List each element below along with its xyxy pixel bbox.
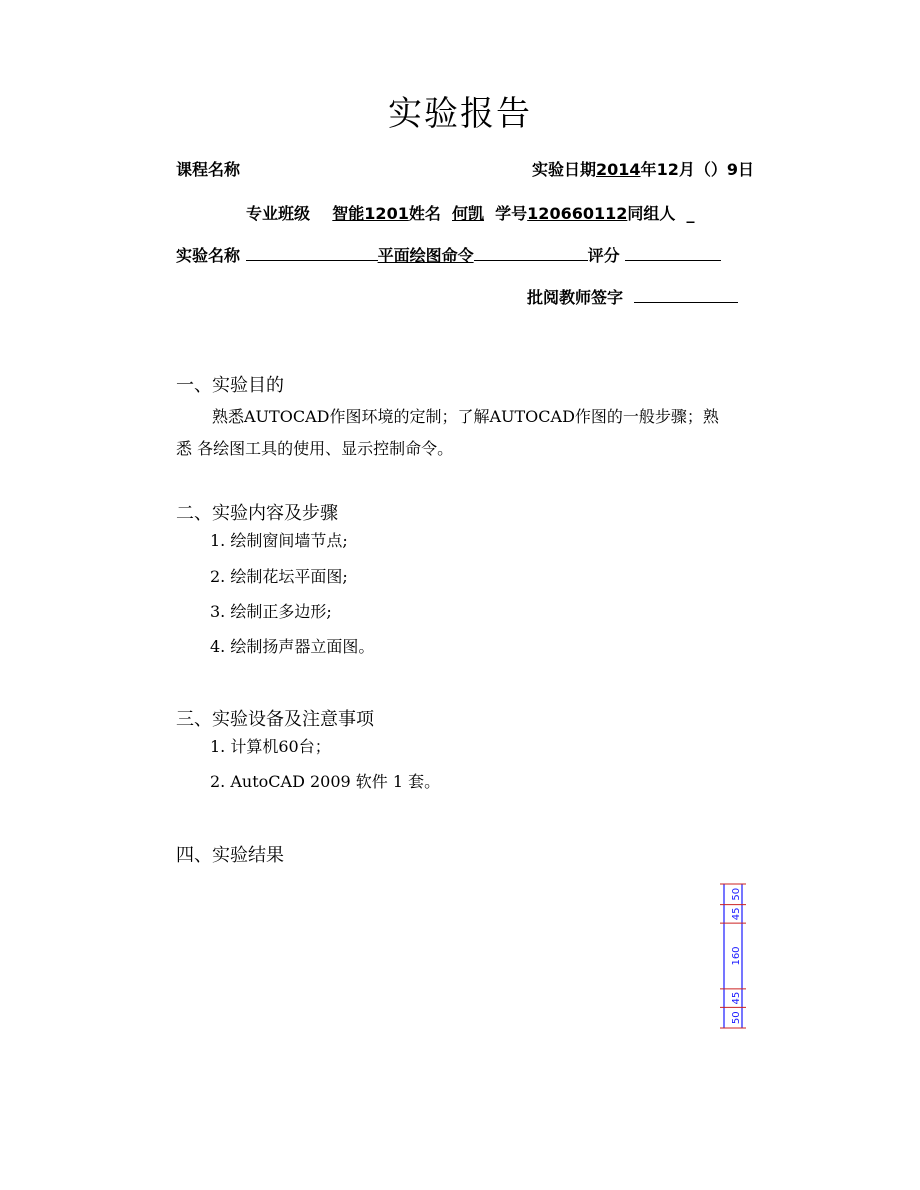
date-field [532, 157, 754, 180]
section-heading-2: 二、实验内容及步骤 [176, 503, 338, 524]
date-day-unit: 日 [738, 160, 755, 179]
section-2-item-4: 4. 绘制扬声器立面图。 [210, 637, 375, 656]
exp-name-blank-left [246, 246, 378, 261]
student-info-row [246, 201, 695, 224]
exp-name-row [176, 243, 721, 266]
date-month-unit: 月 [678, 160, 695, 179]
partner-value: _ [686, 204, 695, 223]
section-2-item-1: 1. 绘制窗间墙节点; [210, 531, 348, 550]
score-blank [625, 246, 721, 261]
id-label: 学号 [495, 204, 528, 223]
teacher-label: 批阅教师签字 [527, 288, 624, 307]
page-title: 实验报告 [388, 94, 532, 134]
section-heading-4: 四、实验结果 [176, 845, 284, 866]
dimension-label: 50 [731, 887, 742, 901]
cad-dimension-drawing [718, 880, 758, 1040]
dimension-label: 45 [731, 991, 742, 1005]
name-label: 姓名 [408, 204, 441, 223]
section-1-line-2: 悉 各绘图工具的使用、显示控制命令。 [176, 439, 454, 458]
exp-name-blank-right [474, 246, 588, 261]
section-3-item-2: 2. AutoCAD 2009 软件 1 套。 [210, 772, 441, 791]
id-value: 120660112 [527, 204, 628, 223]
dimension-label: 160 [731, 946, 742, 966]
dimension-label: 45 [731, 907, 742, 921]
section-3-item-1: 1. 计算机60台； [210, 737, 331, 756]
date-day: 9 [726, 160, 738, 179]
teacher-blank [634, 288, 738, 303]
major-value: 智能1201 [332, 204, 409, 223]
partner-label: 同组人 [627, 204, 676, 223]
section-1-line-1: 熟悉AUTOCAD作图环境的定制；了解AUTOCAD作图的一般步骤；熟 [212, 407, 719, 426]
dimension-label: 50 [731, 1011, 742, 1025]
course-label: 课程名称 [176, 160, 241, 179]
section-heading-3: 三、实验设备及注意事项 [176, 709, 374, 730]
teacher-row [527, 285, 738, 308]
date-label: 实验日期 [532, 160, 597, 179]
section-2-item-3: 3. 绘制正多边形; [210, 602, 332, 621]
major-label: 专业班级 [246, 204, 311, 223]
date-month: 12 [656, 160, 679, 179]
date-year: 2014 [596, 160, 641, 179]
section-heading-1: 一、实验目的 [176, 375, 284, 396]
exp-name-value: 平面绘图命令 [377, 246, 474, 265]
date-paren: （） [694, 160, 727, 179]
score-label: 评分 [587, 246, 620, 265]
exp-name-label: 实验名称 [176, 246, 241, 265]
section-2-item-2: 2. 绘制花坛平面图; [210, 567, 348, 586]
date-year-unit: 年 [640, 160, 657, 179]
name-value: 何凯 [452, 204, 485, 223]
